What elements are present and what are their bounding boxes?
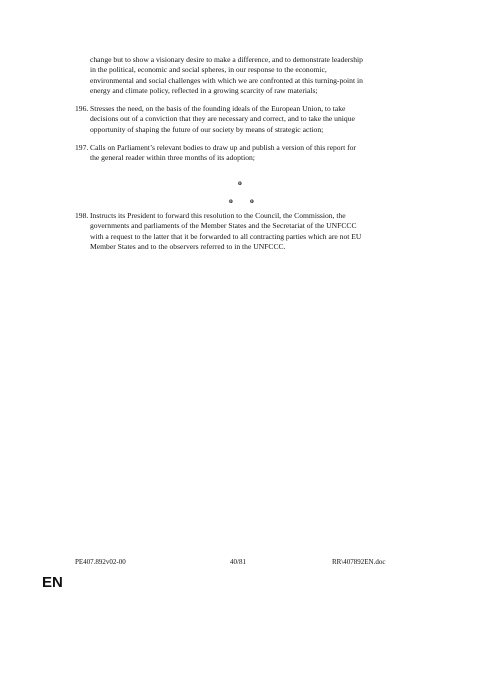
intro-line: environmental and social challenges with which we are confronted at this turning-point in xyxy=(90,75,363,85)
paragraph-line: Member States and to the observers referred to in the UNFCCC. xyxy=(90,242,286,252)
paragraph-line: decisions out of a conviction that they are necessary and correct, and to take the unique xyxy=(90,114,355,124)
intro-paragraph xyxy=(90,55,420,97)
footer-page-number: 40/81 xyxy=(230,558,246,566)
paragraph-text xyxy=(90,104,355,135)
paragraph-line: Instructs its President to forward this resolution to the Council, the Commission, the xyxy=(90,211,346,220)
paragraph-number: 196. xyxy=(75,104,89,113)
separator-mark-left: o xyxy=(229,196,233,205)
paragraph-text xyxy=(90,143,356,164)
separator-mark-right: o xyxy=(250,196,254,205)
paragraph-number: 198. xyxy=(75,211,89,220)
intro-line: change but to show a visionary desire to make a difference, and to demonstrate leadership xyxy=(90,55,363,64)
paragraph-line: opportunity of shaping the future of our society by means of strategic action; xyxy=(90,124,324,134)
language-code: EN xyxy=(42,574,63,591)
paragraph-line: with a request to the latter that it be forwarded to all contracting parties which are not EU xyxy=(90,231,362,241)
paragraph-line: Calls on Parliament’s relevant bodies to draw up and publish a version of this report for xyxy=(90,143,356,152)
paragraph-text xyxy=(90,211,361,253)
footer-reference: PE407.892v02-00 xyxy=(75,558,126,566)
footer-file-name: RR\407892EN.doc xyxy=(332,558,386,566)
paragraph-number: 197. xyxy=(75,143,89,152)
paragraph-line: governments and parliaments of the Member States and the Secretariat of the UNFCCC xyxy=(90,221,357,231)
intro-line: in the political, economic and social spheres, in our response to the economic, xyxy=(90,65,327,75)
separator-mark-top: o xyxy=(238,178,242,187)
paragraph-line: the general reader within three months of its adoption; xyxy=(90,153,255,163)
paragraph-line: Stresses the need, on the basis of the founding ideals of the European Union, to take xyxy=(90,104,346,113)
intro-line: energy and climate policy, reflected in a growing scarcity of raw materials; xyxy=(90,86,318,96)
